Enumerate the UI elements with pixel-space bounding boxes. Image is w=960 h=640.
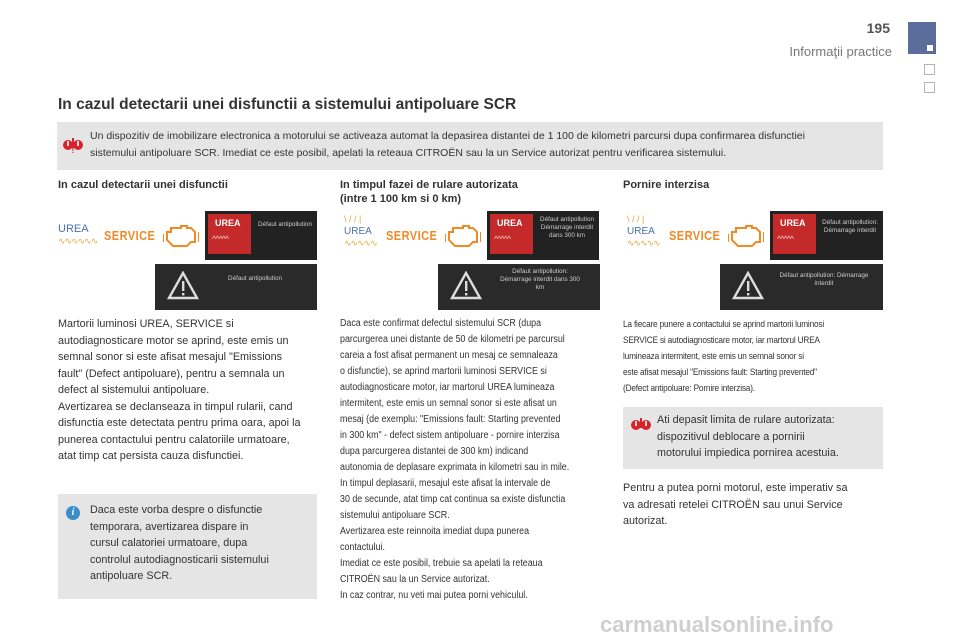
text-line: 30 de secunde, atat timp cat continua sa existe disfunctia xyxy=(340,494,566,505)
text-line: In timpul deplasarii, mesajul este afisat la intervale de xyxy=(340,478,551,489)
display-panel xyxy=(155,264,317,310)
text-line: controlul autodiagnosticarii sistemului xyxy=(90,553,269,566)
exclamation-icon xyxy=(63,137,83,154)
service-indicator: SERVICE xyxy=(104,228,156,243)
text-line: autodiagnosticare motor se aprind, este emis un xyxy=(58,334,289,347)
text-line: (Defect antipoluare: Pornire interzisa). xyxy=(623,382,755,393)
text-line: autodiagnosticare motor, iar martorul UREA lumineaza xyxy=(340,382,555,393)
text-line: La fiecare punere a contactului se aprind martorii luminosi xyxy=(623,318,825,329)
text-line: o disfunctie), se aprind martorii luminosi SERVICE si xyxy=(340,366,547,377)
column-title-line: In timpul fazei de rulare autorizata xyxy=(340,179,518,191)
tab-marker xyxy=(927,45,933,51)
display-panel xyxy=(205,211,317,260)
text-line: in 300 km" - defect sistem antipoluare - pornire interzisa xyxy=(340,430,560,441)
chapter-tab[interactable] xyxy=(908,22,936,54)
display-message: Défaut antipollution: Démarrage interdit xyxy=(822,219,878,234)
text-line: CITROËN sau la un Service autorizat. xyxy=(340,574,490,585)
text-line: Daca este confirmat defectul sistemului SCR (dupa xyxy=(340,318,542,329)
body-text xyxy=(623,316,878,396)
column-title xyxy=(340,178,518,206)
display-panel xyxy=(720,264,883,310)
info-icon: i xyxy=(66,506,80,520)
text-line: atat timp cat persista cauza disfunctiei. xyxy=(58,450,244,462)
svg-text:!: ! xyxy=(71,146,75,154)
display-message: Défaut antipollution xyxy=(258,221,312,228)
text-line: sistemului antipoluare SCR. xyxy=(340,510,450,521)
text-line: va adresati retelei CITROËN sau unui Service xyxy=(623,498,843,511)
service-indicator: SERVICE xyxy=(386,228,438,243)
info-text xyxy=(90,502,312,585)
wave-icon: ∿∿∿∿∿∿ xyxy=(58,236,98,246)
warning-triangle-icon xyxy=(167,271,199,301)
body-text xyxy=(340,316,581,604)
warning-triangle-icon xyxy=(450,271,482,301)
display-message: Défaut antipollution: Démarrage interdit dans 300 km xyxy=(500,268,580,291)
text-line: autorizat. xyxy=(623,515,668,527)
text-line: careia a fost afisat permanent un mesaj ce semnaleaza xyxy=(340,350,558,361)
text-line: lumineaza intermitent, este emis un semnal sonor si xyxy=(623,350,804,361)
display-panel xyxy=(438,264,600,310)
column-title: In cazul detectarii unei disfunctii xyxy=(58,179,228,191)
service-indicator: SERVICE xyxy=(669,228,721,243)
display-panel xyxy=(770,211,883,260)
display-message: Défaut antipollution: Démarrage interdit xyxy=(779,272,869,287)
blink-rays-icon: \ / / | xyxy=(344,214,362,224)
text-line: SERVICE si autodiagnosticare motor, iar martorul UREA xyxy=(623,334,820,345)
text-line: este afisat mesajul "Emissions fault: Starting prevented" xyxy=(623,366,817,377)
wave-icon: ^^^^^ xyxy=(212,234,229,244)
text-line: motorului impiedica pornirea acestuia. xyxy=(657,447,839,459)
warning-box xyxy=(57,122,883,170)
warning-text xyxy=(90,128,876,162)
urea-label: UREA xyxy=(497,218,523,228)
warning-box xyxy=(623,407,883,469)
text-line: mesaj (de exemplu: "Emissions fault: Starting prevented xyxy=(340,414,561,425)
urea-indicator: UREA xyxy=(58,223,89,235)
display-message: Défaut antipollution xyxy=(228,275,282,282)
chapter-tab-empty[interactable] xyxy=(924,82,935,93)
text-line: Daca este vorba despre o disfunctie xyxy=(90,504,263,516)
text-line: autonomia de deplasare exprimata in kilometri sau in mile. xyxy=(340,462,570,473)
urea-indicator: UREA xyxy=(344,226,372,237)
page-number: 195 xyxy=(866,20,890,36)
watermark: carmanualsonline.info xyxy=(600,612,834,637)
blink-rays-icon: \ / / | xyxy=(627,214,645,224)
text-line: fault" (Defect antipoluare), pentru a semnala un xyxy=(58,367,285,380)
text-line: Imediat ce este posibil, trebuie sa apelati la reteaua xyxy=(340,558,543,569)
text-line: Pentru a putea porni motorul, este imperativ sa xyxy=(623,482,848,494)
body-text xyxy=(623,480,891,530)
column-title-line: (intre 1 100 km si 0 km) xyxy=(340,193,462,205)
wave-icon: ^^^^^ xyxy=(777,234,794,244)
text-line: Ati depasit limita de rulare autorizata: xyxy=(657,414,835,426)
wave-icon: ∿∿∿∿∿ xyxy=(627,238,660,248)
warning-triangle-icon xyxy=(732,271,764,301)
engine-icon xyxy=(728,222,764,250)
display-message: Défaut antipollution Démarrage interdit dans 300 km xyxy=(540,216,594,239)
text-line: defect al sistemului antipoluare. xyxy=(58,384,210,396)
engine-icon xyxy=(163,222,199,250)
urea-label: UREA xyxy=(215,218,241,228)
warning-line: Un dispozitiv de imobilizare electronica a motorului se activeaza automat la depasirea distantei de 1 100 de kilometri parcursi dupa confirmarea disfunctiei xyxy=(90,130,805,142)
urea-indicator: UREA xyxy=(627,226,655,237)
text-line: parcurgerea unei distante de 50 de kilometri pe parcursul xyxy=(340,334,565,345)
text-line: temporara, avertizarea dispare in xyxy=(90,520,249,533)
wave-icon: ∿∿∿∿∿ xyxy=(344,238,377,248)
text-line: antipoluare SCR. xyxy=(90,570,173,582)
text-line: Martorii luminosi UREA, SERVICE si xyxy=(58,318,234,330)
text-line: intermitent, este emis un semnal sonor si este afisat un xyxy=(340,398,557,409)
text-line: punerea contactului pentru calatoriile urmatoare, xyxy=(58,433,290,446)
text-line: dupa parcurgerea distantei de 300 km) indicand xyxy=(340,446,529,457)
engine-icon xyxy=(445,222,481,250)
text-line: contactului. xyxy=(340,542,385,553)
text-line: Avertizarea este reinnoita imediat dupa punerea xyxy=(340,526,530,537)
display-panel xyxy=(487,211,599,260)
wave-icon: ^^^^^ xyxy=(494,234,511,244)
exclamation-icon xyxy=(631,417,651,434)
text-line: disfunctia este detectata pentru prima oara, apoi la xyxy=(58,417,301,429)
warning-text xyxy=(657,412,879,462)
page-title: In cazul detectarii unei disfunctii a sistemului antipoluare SCR xyxy=(58,96,517,113)
section-name: Informaţii practice xyxy=(789,44,892,59)
body-text xyxy=(58,316,324,465)
text-line: In caz contrar, nu veti mai putea porni vehiculul. xyxy=(340,590,528,601)
chapter-tab-empty[interactable] xyxy=(924,64,935,75)
text-line: cursul calatoriei urmatoare, dupa xyxy=(90,537,248,549)
text-line: dispozitivul deblocare a pornirii xyxy=(657,430,805,443)
column-title: Pornire interzisa xyxy=(623,179,710,191)
urea-label: UREA xyxy=(780,218,806,228)
text-line: semnal sonor si este afisat mesajul "Emissions xyxy=(58,351,283,363)
text-line: Avertizarea se declanseaza in timpul rularii, cand xyxy=(58,400,293,413)
info-box xyxy=(58,494,317,599)
warning-line: sistemului antipoluare SCR. Imediat ce este posibil, apelati la reteaua CITROËN sau la un Service autorizat pentru verificarea sistemului. xyxy=(90,147,727,159)
